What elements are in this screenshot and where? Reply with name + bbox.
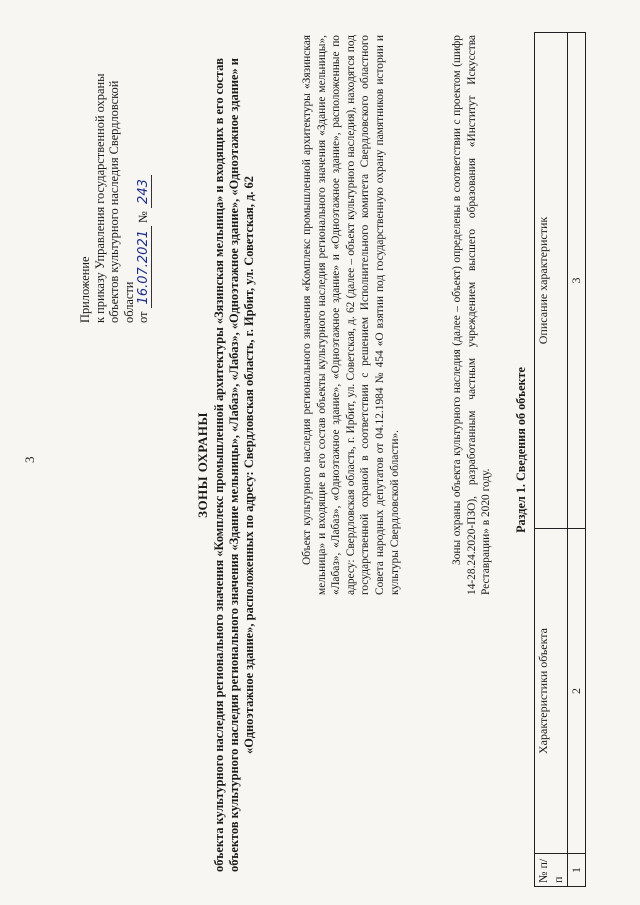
- header-cell-description: Описание характеристик: [535, 33, 568, 529]
- appendix-line: объектов культурного наследия Свердловской: [107, 80, 122, 323]
- document-title: ЗОНЫ ОХРАНЫ: [195, 412, 210, 518]
- header-cell-characteristics: Характеристики объекта: [535, 529, 568, 854]
- page-number: 3: [22, 456, 37, 463]
- document-subtitle: объекта культурного наследия регионального значения «Комплекс промышленной архитектуры «Зязинская мельница» и входящих в его состав объектов культурного наследия регионального значения «Здание мельницы», «Лабаз», «Лабаз», «Одноэтажное здание», «Одноэтажное здание» и «Одноэтажное здание», расположенных по адресу: Свердловская область, г. Ирбит, ул. Советская, д. 62: [212, 58, 257, 872]
- appendix-block: [78, 23, 152, 323]
- table-numbering-row: [568, 33, 586, 887]
- numbering-cell: 3: [568, 33, 586, 529]
- header-cell-number: № п/п: [535, 854, 568, 887]
- table-header-row: [535, 33, 568, 887]
- zones-paragraph: Зоны охраны объекта культурного наследия (далее – объект) определены в соответствии с проектом (шифр 14-28.24.2020-ПЗО), разработанным частным учреждением высшего образования «Институт Искусства Реставрации» в 2020 году.: [451, 35, 493, 595]
- handwritten-number: 243: [136, 175, 152, 208]
- appendix-line: Приложение: [78, 256, 92, 323]
- handwritten-date: 16.07.2021: [136, 226, 152, 308]
- number-prefix: №: [136, 211, 151, 223]
- intro-paragraph: Объект культурного наследия регионального значения «Комплекс промышленной архитектуры «Зязинская мельница» и входящие в его состав объекты культурного наследия регионального значения «Здание мельницы», «Лабаз», «Лабаз», «Одноэтажное здание», «Одноэтажное здание» и «Одноэтажное здание», расположенные по адресу: Свердловская область, г. Ирбит, ул. Советская, д. 62 (далее – объект культурного наследия), находятся под государственной охраной в соответствии с решением Исполнительного комитета Свердловского областного Совета народных депутатов от 04.12.1984 № 454 «О взятии под государственную охрану памятников истории и культуры Свердловской области».: [301, 35, 401, 595]
- appendix-line: области: [121, 281, 136, 323]
- appendix-line: к приказу Управления государственной охраны: [92, 73, 107, 323]
- object-info-table: [534, 32, 586, 887]
- date-prefix: от: [136, 311, 151, 323]
- section-title: Раздел 1. Сведения об объекте: [514, 367, 528, 533]
- numbering-cell: 2: [568, 529, 586, 854]
- numbering-cell: 1: [568, 854, 586, 887]
- appendix-date-line: [136, 23, 152, 323]
